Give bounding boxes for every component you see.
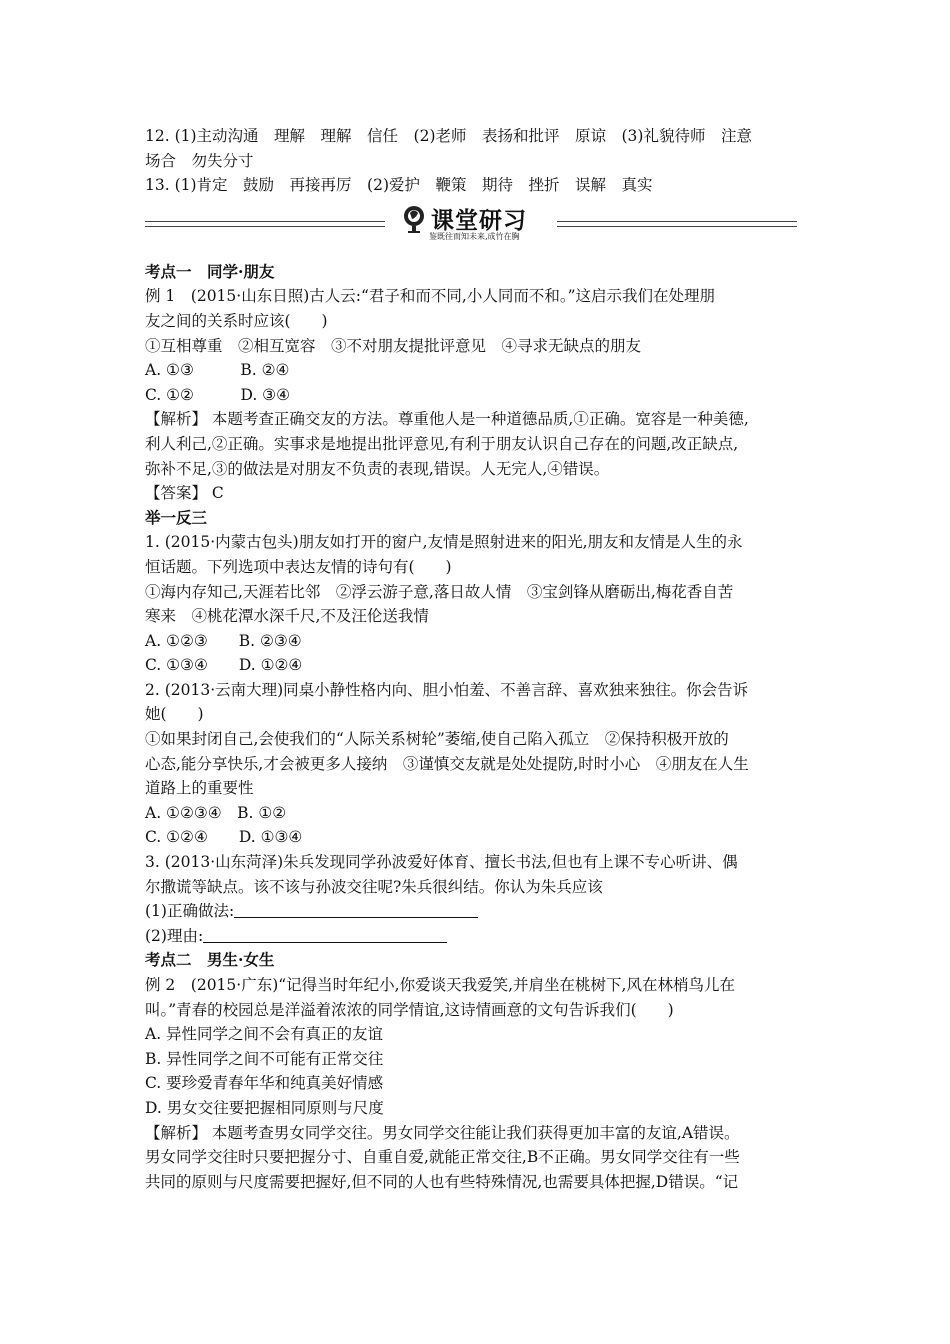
question-1-cont: 恒话题。下列选项中表达友情的诗句有( ) [145, 557, 452, 576]
question-1-options-ab: A. ①②③ B. ②③④ [145, 631, 302, 650]
question-2: 2. (2013·云南大理)同桌小静性格内向、胆小怕羞、不善言辞、喜欢独来独往。你会告诉 [145, 680, 749, 699]
answer-line-13: 13. (1)肯定 鼓励 再接再厉 (2)爱护 鞭策 期待 挫折 误解 真实 [145, 176, 653, 195]
banner-right-rule [557, 221, 797, 227]
example-1-options-ab: A. ①③ B. ②④ [145, 361, 290, 380]
example-1-answer: 【答案】 C [145, 484, 224, 503]
answer-line-12: 12. (1)主动沟通 理解 理解 信任 (2)老师 表扬和批评 原谅 (3)礼貌待师 注意 [145, 127, 752, 145]
banner-title: 课堂研习 [431, 207, 527, 234]
example-1-analysis-cont: 利人利己,②正确。实事求是地提出批评意见,有利于朋友认识自己存在的问题,改正缺点, [145, 434, 739, 453]
question-2-cont: 她( ) [145, 705, 204, 724]
question-1-statements: ①海内存知己,天涯若比邻 ②浮云游子意,落日故人情 ③宝剑锋从磨砺出,梅花香自苦 [145, 582, 734, 601]
question-3-part-1-label: (1)正确做法: [145, 902, 235, 921]
question-3-part-2 [145, 924, 810, 949]
globe-lamp-icon [401, 204, 427, 234]
example-2-analysis-cont: 共同的原则与尺度需要把握好,但不同的人也有些特殊情况,也需要具体把握,D错误。“记 [145, 1172, 739, 1191]
question-3-part-1 [145, 899, 810, 924]
example-1-options-cd: C. ①② D. ③④ [145, 385, 290, 404]
banner-logo [399, 202, 549, 246]
question-2-statements: ①如果封闭自己,会使我们的“人际关系树轮”萎缩,使自己陷入孤立 ②保持积极开放的 [145, 730, 729, 749]
example-2-analysis-cont: 男女同学交往时只要把握分寸、自重自爱,就能正常交往,B不正确。男女同学交往有一些 [145, 1148, 740, 1167]
question-2-options-ab: A. ①②③④ B. ①② [145, 803, 287, 822]
answer-line-12-cont: 场合 勿失分寸 [145, 151, 254, 170]
example-1-question: 例 1 (2015·山东日照)古人云:“君子和而不同,小人同而不和。”这启示我们在处理朋 [145, 287, 716, 306]
example-2-analysis: 【解析】 本题考查男女同学交往。男女同学交往能让我们获得更加丰富的友谊,A错误。 [145, 1123, 740, 1142]
example-1-question-cont: 友之间的关系时应该( ) [145, 311, 328, 330]
section-banner [145, 202, 810, 254]
example-1-analysis: 【解析】 本题考查正确交友的方法。尊重他人是一种道德品质,①正确。宽容是一种美德, [145, 410, 749, 429]
question-2-statements-cont: 心态,能分享快乐,才会被更多人接纳 ③谨慎交友就是处处提防,时时小心 ④朋友在人生 [145, 754, 749, 773]
topic-heading-2: 考点二 男生·女生 [145, 950, 275, 970]
answer-blank-2[interactable] [203, 927, 447, 943]
question-3-cont: 尔撒谎等缺点。该不该与孙波交往呢?朱兵很纠结。你认为朱兵应该 [145, 877, 603, 896]
example-1-analysis-cont: 弥补不足,③的做法是对朋友不负责的表现,错误。人无完人,④错误。 [145, 459, 610, 478]
answer-blank-1[interactable] [234, 902, 478, 918]
question-1: 1. (2015·内蒙古包头)朋友如打开的窗户,友情是照射进来的阳光,朋友和友情是人生的永 [145, 533, 743, 552]
example-2-option-b: B. 异性同学之间不可能有正常交往 [145, 1049, 384, 1068]
example-1-statements: ①互相尊重 ②相互宽容 ③不对朋友提批评意见 ④寻求无缺点的朋友 [145, 336, 642, 355]
example-2-option-a: A. 异性同学之间不会有真正的友谊 [145, 1025, 384, 1044]
example-2-option-d: D. 男女交往要把握相同原则与尺度 [145, 1098, 384, 1117]
question-1-options-cd: C. ①③④ D. ①②④ [145, 656, 303, 675]
example-2-question-cont: 叫。”青春的校园总是洋溢着浓浓的同学情谊,这诗情画意的文句告诉我们( ) [145, 1000, 674, 1019]
question-3: 3. (2013·山东菏泽)朱兵发现同学孙波爱好体育、擅长书法,但也有上课不专心听讲、偶 [145, 853, 738, 872]
question-1-statements-cont: 寒来 ④桃花潭水深千尺,不及汪伦送我情 [145, 607, 429, 626]
question-2-options-cd: C. ①②④ D. ①③④ [145, 828, 303, 847]
question-3-part-2-label: (2)理由: [145, 926, 204, 945]
document-content [145, 124, 810, 1194]
banner-subtitle: 鉴既往而知未来,成竹在胸 [429, 231, 520, 241]
practice-heading: 举一反三 [145, 507, 208, 527]
question-2-statements-cont: 道路上的重要性 [145, 779, 254, 798]
topic-heading-1: 考点一 同学·朋友 [145, 261, 275, 281]
example-2-option-c: C. 要珍爱青春年华和纯真美好情感 [145, 1074, 384, 1093]
banner-left-rule [145, 221, 385, 227]
example-2-question: 例 2 (2015·广东)“记得当时年纪小,你爱谈天我爱笑,并肩坐在桃树下,风在林梢鸟儿在 [145, 976, 735, 994]
